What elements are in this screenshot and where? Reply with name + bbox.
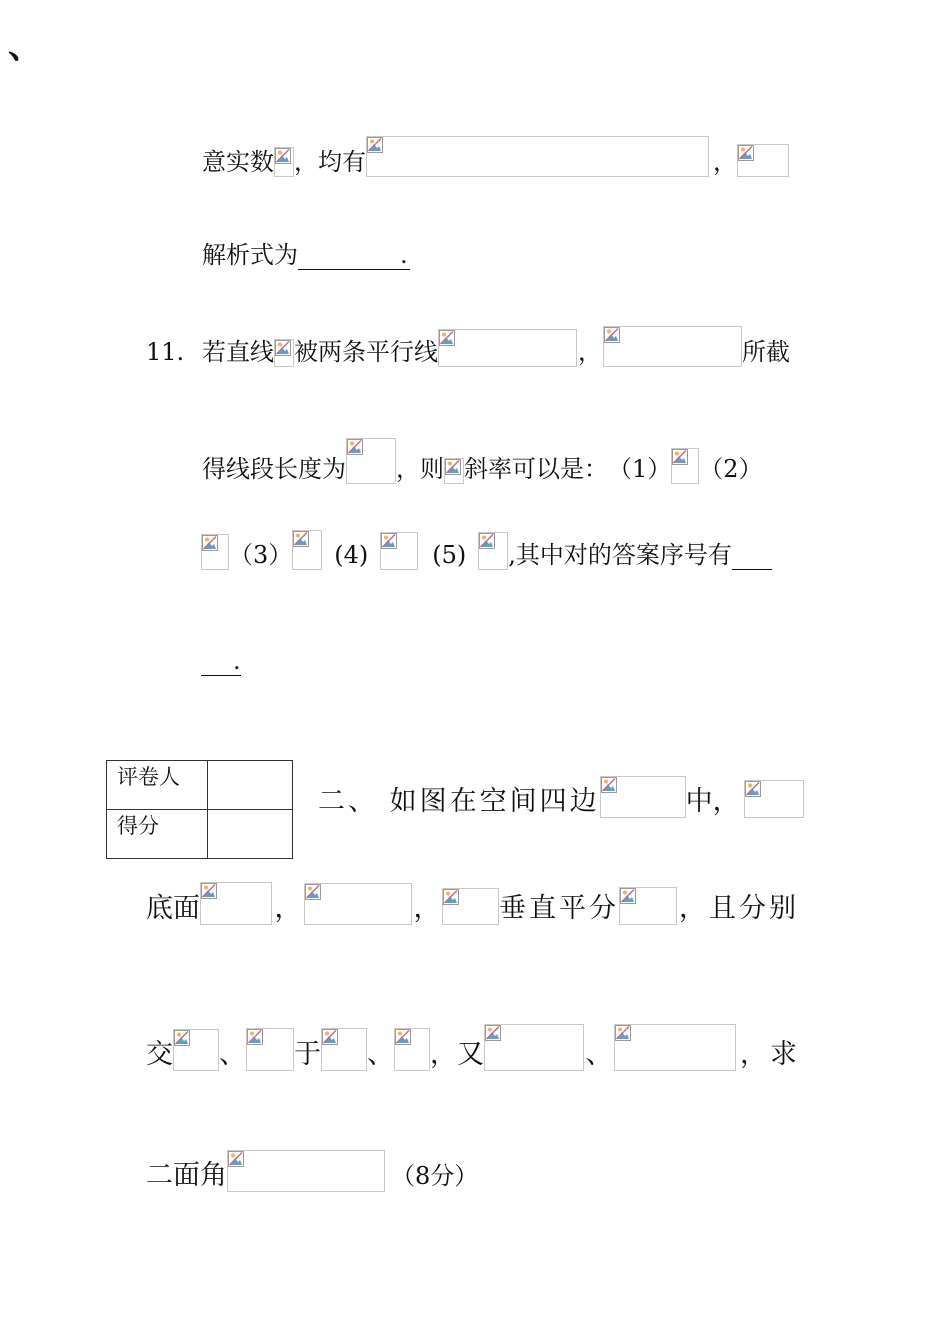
- section-heading: 二、 如图在空间四边: [318, 786, 600, 817]
- question-2-line-4: [146, 1150, 478, 1192]
- score-points: （8分）: [391, 1162, 479, 1190]
- formula-image-icon: [438, 329, 577, 367]
- formula-image-icon: [304, 883, 412, 925]
- text: ，则: [396, 455, 444, 483]
- text: 二面角: [146, 1160, 227, 1191]
- question-11-line-3: [201, 530, 772, 570]
- text: 得线段长度为: [202, 455, 346, 483]
- text: ,其中对的答案序号有: [508, 541, 732, 569]
- text: 中，: [685, 786, 740, 817]
- option-1-label: （1）: [608, 455, 672, 483]
- text: 于: [294, 1039, 321, 1070]
- formula-image-icon: [484, 1024, 584, 1071]
- text: ，又: [430, 1039, 484, 1070]
- formula-image-icon: [227, 1150, 385, 1192]
- text: ，: [413, 893, 441, 924]
- formula-image-icon: [614, 1024, 736, 1071]
- formula-image-icon: [394, 1028, 430, 1071]
- formula-image-icon: [478, 532, 508, 570]
- text-line-2: [202, 240, 408, 270]
- text: 斜率可以是：: [464, 455, 608, 483]
- text: ，求: [740, 1039, 800, 1070]
- text: 解析式为: [202, 241, 298, 269]
- question-2-line-1: [318, 776, 804, 818]
- text: .: [233, 647, 241, 675]
- text: 、: [367, 1039, 394, 1070]
- text: 底面: [146, 893, 200, 924]
- question-number: 11.: [146, 338, 185, 366]
- text: 所截: [742, 338, 790, 366]
- option-4-label: (4): [334, 541, 369, 569]
- formula-image-icon: [619, 887, 677, 925]
- formula-image-icon: [366, 136, 709, 177]
- formula-image-icon: [292, 530, 322, 570]
- formula-image-icon: [600, 776, 686, 818]
- text: .: [400, 241, 408, 269]
- text: 意实数: [202, 148, 274, 176]
- question-11-line-2: [202, 438, 763, 484]
- formula-image-icon: [603, 326, 742, 367]
- text: 若直线: [202, 338, 274, 366]
- text-line-1: [202, 136, 789, 177]
- option-5-label: (5): [432, 541, 467, 569]
- text: ，且分别: [679, 893, 799, 924]
- option-2-label: （2）: [699, 455, 763, 483]
- text: ，: [713, 148, 737, 176]
- formula-image-icon: [744, 780, 804, 818]
- question-11-line-1: [146, 326, 790, 367]
- option-3-label: （3）: [229, 541, 293, 569]
- formula-image-icon: [200, 882, 272, 925]
- answer-blank: [732, 545, 772, 570]
- question-2-line-3: [146, 1024, 800, 1071]
- score-table: [106, 760, 293, 859]
- text: 交: [146, 1039, 173, 1070]
- score-cell[interactable]: [208, 810, 293, 859]
- formula-image-icon: [246, 1028, 294, 1071]
- formula-image-icon: [346, 438, 396, 484]
- reviewer-label: 评卷人: [107, 761, 208, 810]
- corner-mark: 、: [8, 27, 42, 67]
- text: 被两条平行线: [294, 338, 438, 366]
- text: 、: [585, 1039, 613, 1070]
- formula-image-icon: [274, 147, 294, 177]
- reviewer-cell[interactable]: [208, 761, 293, 810]
- formula-image-icon: [321, 1028, 367, 1071]
- score-label: 得分: [107, 810, 208, 859]
- text: ，: [274, 893, 302, 924]
- formula-image-icon: [671, 448, 699, 484]
- text: 垂直平分: [499, 893, 619, 924]
- formula-image-icon: [737, 144, 789, 177]
- formula-image-icon: [380, 532, 418, 570]
- answer-blank: [298, 245, 410, 270]
- formula-image-icon: [201, 534, 229, 570]
- formula-image-icon: [442, 888, 499, 925]
- formula-image-icon: [173, 1029, 219, 1071]
- text: ，均有: [294, 148, 366, 176]
- formula-image-icon: [444, 458, 464, 484]
- text: ，: [578, 338, 602, 366]
- question-2-line-2: [146, 882, 799, 925]
- question-11-line-4: [201, 646, 241, 676]
- text: 、: [219, 1039, 246, 1070]
- formula-image-icon: [274, 339, 294, 367]
